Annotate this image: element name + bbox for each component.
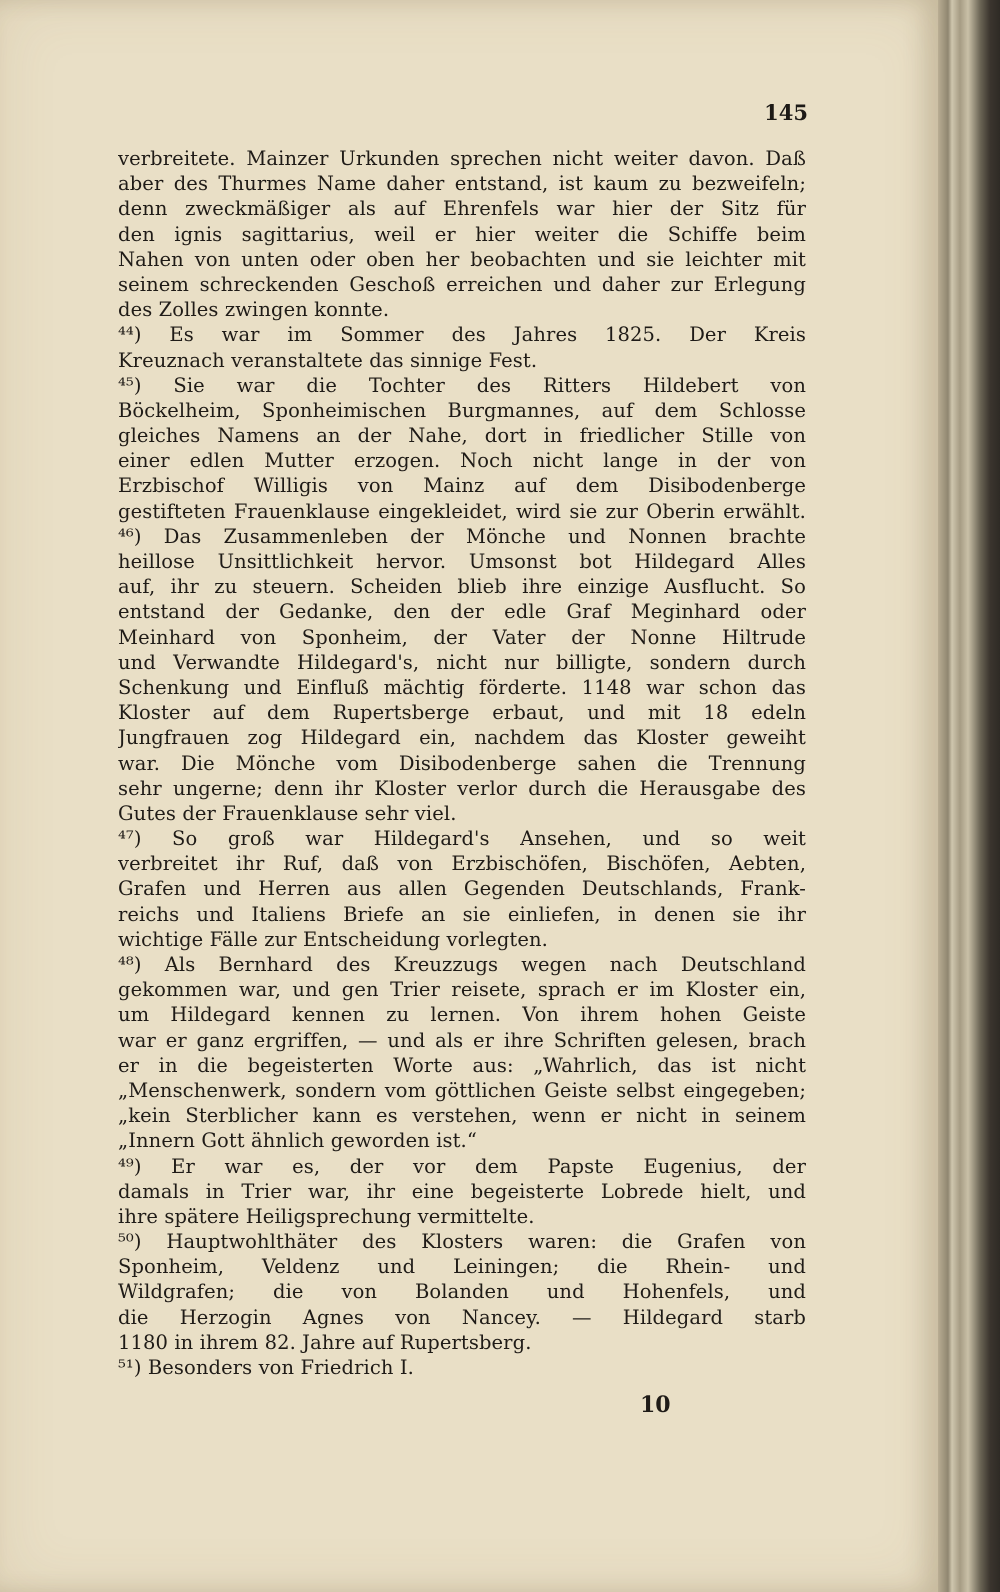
text-line: die Herzogin Agnes von Nancey. — Hildegard starb: [118, 1305, 806, 1329]
text-line: Gutes der Frauenklause sehr viel.: [118, 801, 457, 825]
text-line: Jungfrauen zog Hildegard ein, nachdem das Kloster geweiht: [118, 726, 806, 750]
text-line: aber des Thurmes Name daher entstand, ist kaum zu bezweifeln;: [118, 172, 806, 196]
text-line: gleiches Namens an der Nahe, dort in friedlicher Stille von: [118, 424, 806, 448]
text-line: Grafen und Herren aus allen Gegenden Deutschlands, Frank-: [118, 877, 806, 901]
text-line: um Hildegard kennen zu lernen. Von ihrem hohen Geiste: [118, 1003, 806, 1027]
text-line: seinem schreckenden Geschoß erreichen und daher zur Erlegung: [118, 272, 806, 296]
text-line: war. Die Mönche vom Disibodenberge sahen die Trennung: [118, 751, 806, 775]
text-line: „Innern Gott ähnlich geworden ist.“: [118, 1129, 477, 1153]
text-line: Schenkung und Einfluß mächtig förderte. 1148 war schon das: [118, 675, 806, 699]
text-line: verbreitete. Mainzer Urkunden sprechen nicht weiter davon. Daß: [118, 147, 806, 170]
text-line: gestifteten Frauenklause eingekleidet, wird sie zur Oberin erwählt.: [118, 499, 806, 523]
text-line: wichtige Fälle zur Entscheidung vorlegten.: [118, 927, 548, 951]
text-line: Kreuznach veranstaltete das sinnige Fest.: [118, 348, 538, 372]
text-line: ⁴⁵) Sie war die Tochter des Ritters Hildebert von: [118, 373, 806, 397]
text-line: entstand der Gedanke, den der edle Graf Meginhard oder: [118, 600, 806, 624]
book-binding-edge: [938, 0, 1000, 1592]
text-line: 1180 in ihrem 82. Jahre auf Rupertsberg.: [118, 1330, 532, 1354]
text-line: ⁴⁶) Das Zusammenleben der Mönche und Nonnen brachte: [118, 524, 806, 548]
text-line: und Verwandte Hildegard's, nicht nur billigte, sondern durch: [118, 650, 806, 674]
text-line: „Menschenwerk, sondern vom göttlichen Geiste selbst eingegeben;: [118, 1078, 806, 1102]
text-line: Nahen von unten oder oben her beobachten und sie leichter mit: [118, 247, 806, 271]
text-line: ⁴⁸) Als Bernhard des Kreuzzugs wegen nach Deutschland: [118, 953, 806, 976]
page-number: 145: [764, 100, 808, 125]
text-line: auf, ihr zu steuern. Scheiden blieb ihre einzige Ausflucht. So: [118, 575, 806, 599]
text-line: war er ganz ergriffen, — und als er ihre Schriften gelesen, brach: [118, 1028, 806, 1052]
signature-mark: 10: [640, 1392, 671, 1418]
text-line: Kloster auf dem Rupertsberge erbaut, und mit 18 edeln: [118, 701, 806, 725]
text-line: ⁵¹) Besonders von Friedrich I.: [118, 1356, 414, 1379]
footnote-text-block: [118, 146, 806, 1380]
text-line: ⁵⁰) Hauptwohlthäter des Klosters waren: die Grafen von: [118, 1230, 806, 1254]
text-line: heillose Unsittlichkeit hervor. Umsonst bot Hildegard Alles: [118, 550, 806, 573]
text-line: reichs und Italiens Briefe an sie einliefen, in denen sie ihr: [118, 902, 806, 926]
text-line: er in die begeisterten Worte aus: „Wahrlich, das ist nicht: [118, 1053, 806, 1077]
text-line: Meinhard von Sponheim, der Vater der Nonne Hiltrude: [118, 625, 806, 649]
text-line: Wildgrafen; die von Bolanden und Hohenfels, und: [118, 1280, 806, 1304]
text-line: ⁴⁴) Es war im Sommer des Jahres 1825. Der Kreis: [118, 323, 806, 347]
text-line: Sponheim, Veldenz und Leiningen; die Rhein- und: [118, 1255, 806, 1279]
text-line: verbreitet ihr Ruf, daß von Erzbischöfen, Bischöfen, Aebten,: [118, 852, 806, 876]
text-line: ⁴⁷) So groß war Hildegard's Ansehen, und so weit: [118, 827, 806, 851]
text-line: Erzbischof Willigis von Mainz auf dem Disibodenberge: [118, 474, 806, 498]
text-line: damals in Trier war, ihr eine begeisterte Lobrede hielt, und: [118, 1179, 806, 1203]
text-line: denn zweckmäßiger als auf Ehrenfels war hier der Sitz für: [118, 197, 806, 221]
text-line: des Zolles zwingen konnte.: [118, 298, 390, 322]
text-line: „kein Sterblicher kann es verstehen, wenn er nicht in seinem: [118, 1104, 806, 1128]
text-line: gekommen war, und gen Trier reisete, sprach er im Kloster ein,: [118, 978, 806, 1002]
text-line: Böckelheim, Sponheimischen Burgmannes, auf dem Schlosse: [118, 398, 806, 422]
text-line: einer edlen Mutter erzogen. Noch nicht lange in der von: [118, 449, 806, 473]
text-line: den ignis sagittarius, weil er hier weiter die Schiffe beim: [118, 222, 806, 246]
text-line: ⁴⁹) Er war es, der vor dem Papste Eugenius, der: [118, 1154, 806, 1178]
text-line: ihre spätere Heiligsprechung vermittelte.: [118, 1204, 535, 1228]
text-line: sehr ungerne; denn ihr Kloster verlor durch die Herausgabe des: [118, 776, 806, 800]
